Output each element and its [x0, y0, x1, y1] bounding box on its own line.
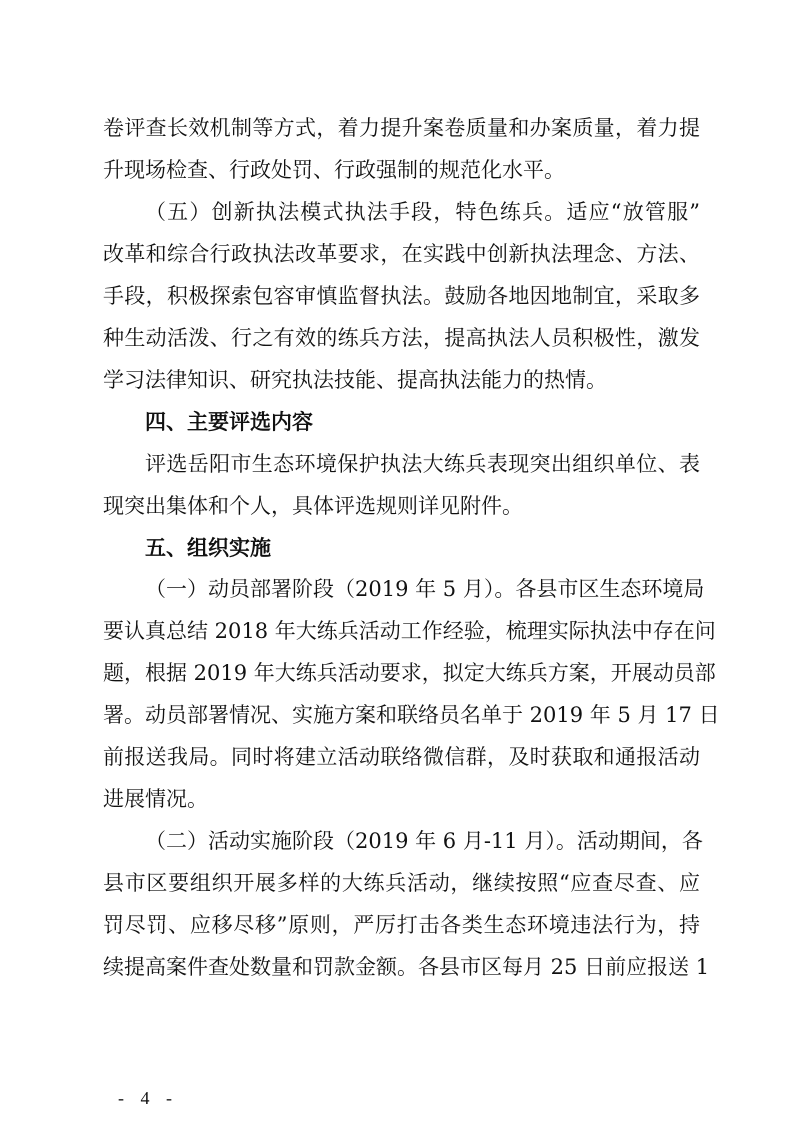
text-line: 卷评查长效机制等方式，着力提升案卷质量和办案质量，着力提 — [103, 116, 700, 140]
text-line: 题，根据 2019 年大练兵活动要求，拟定大练兵方案，开展动员部 — [103, 661, 716, 686]
text-line: 要认真总结 2018 年大练兵活动工作经验，梳理实际执法中存在问 — [103, 619, 716, 644]
text-line: 手段，积极探索包容审慎监督执法。鼓励各地因地制宜，采取多 — [103, 283, 700, 308]
text-line: 种生动活泼、行之有效的练兵方法，提高执法人员积极性，激发 — [103, 325, 700, 350]
text-line: 升现场检查、行政处罚、行政强制的规范化水平。 — [103, 157, 565, 182]
text-line: （五）创新执法模式执法手段，特色练兵。适应“放管服” — [145, 199, 700, 224]
text-line: （一）动员部署阶段（2019 年 5 月）。各县市区生态环境局 — [145, 577, 705, 602]
text-line: 进展情况。 — [103, 787, 208, 812]
page-number: - 4 - — [118, 1088, 178, 1108]
text-line: 县市区要组织开展多样的大练兵活动，继续按照“应查尽查、应 — [103, 871, 700, 896]
text-line: 署。动员部署情况、实施方案和联络员名单于 2019 年 5 月 17 日 — [103, 703, 720, 728]
text-line: 现突出集体和个人，具体评选规则详见附件。 — [103, 493, 523, 518]
section-heading: 五、组织实施 — [145, 535, 271, 560]
section-heading: 四、主要评选内容 — [145, 409, 313, 434]
text-line: 前报送我局。同时将建立活动联络微信群，及时获取和通报活动 — [103, 745, 700, 770]
text-line: 学习法律知识、研究执法技能、提高执法能力的热情。 — [103, 367, 607, 392]
text-line: （二）活动实施阶段（2019 年 6 月-11 月）。活动期间，各 — [145, 829, 703, 854]
text-line: 评选岳阳市生态环境保护执法大练兵表现突出组织单位、表 — [145, 451, 700, 476]
text-line: 改革和综合行政执法改革要求，在实践中创新执法理念、方法、 — [103, 241, 700, 266]
text-line: 续提高案件查处数量和罚款金额。各县市区每月 25 日前应报送 1 — [103, 955, 710, 979]
text-line: 罚尽罚、应移尽移”原则，严厉打击各类生态环境违法行为，持 — [103, 913, 700, 938]
